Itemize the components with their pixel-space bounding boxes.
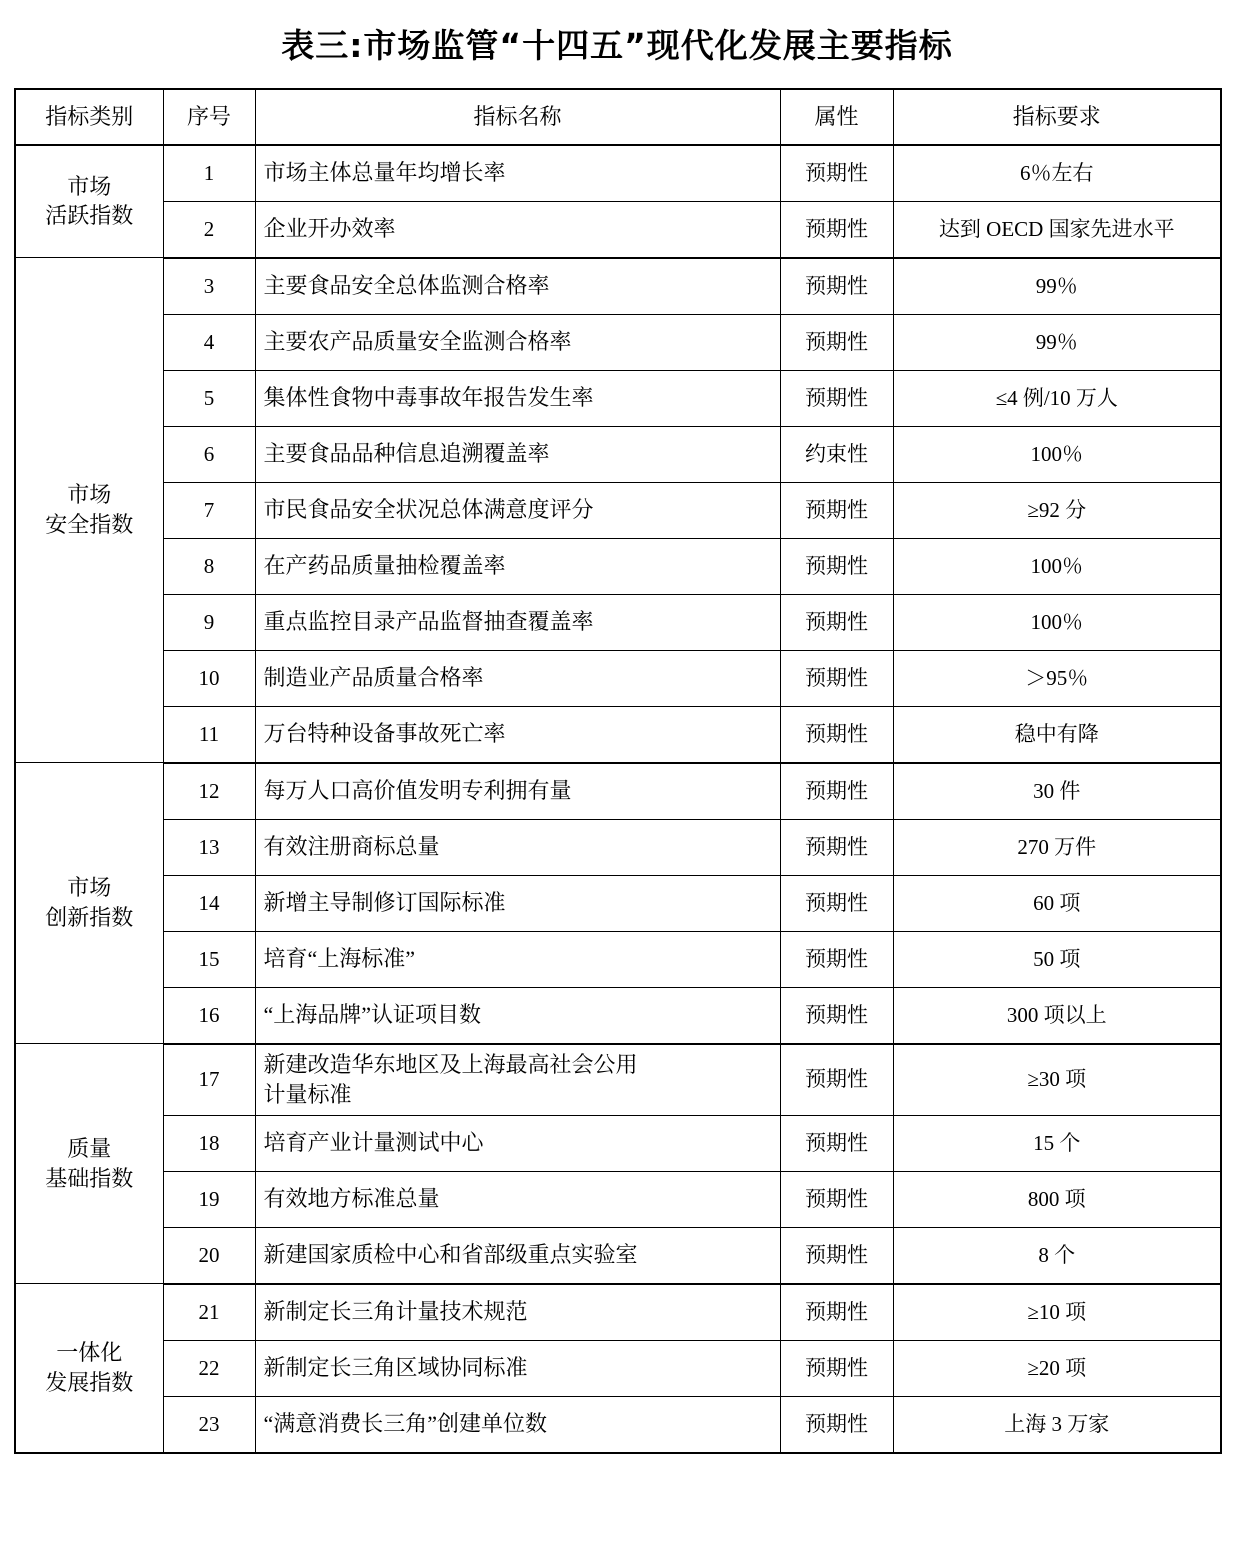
table-row [15, 1227, 1221, 1284]
column-header-requirement: 指标要求 [893, 89, 1221, 145]
requirement-cell: 8 个 [893, 1227, 1221, 1284]
requirement-cell: 6％左右 [893, 145, 1221, 202]
row-index-cell: 8 [163, 538, 255, 594]
row-index-cell: 10 [163, 650, 255, 706]
row-index-cell: 16 [163, 987, 255, 1044]
requirement-cell: ≥10 项 [893, 1284, 1221, 1341]
row-index-cell: 9 [163, 594, 255, 650]
attribute-cell: 预期性 [780, 314, 893, 370]
indicator-name-cell: 主要食品品种信息追溯覆盖率 [255, 426, 780, 482]
row-index-cell: 1 [163, 145, 255, 202]
category-label-line: 创新指数 [45, 905, 134, 931]
table-row [15, 1115, 1221, 1171]
indicator-name-cell: 万台特种设备事故死亡率 [255, 706, 780, 763]
indicator-name-cell: 新建国家质检中心和省部级重点实验室 [255, 1227, 780, 1284]
indicator-name-cell: 培育产业计量测试中心 [255, 1115, 780, 1171]
table-row [15, 987, 1221, 1044]
row-index-cell: 20 [163, 1227, 255, 1284]
table-row [15, 1284, 1221, 1341]
requirement-cell: 300 项以上 [893, 987, 1221, 1044]
column-header-index: 序号 [163, 89, 255, 145]
indicator-name-cell: 有效注册商标总量 [255, 819, 780, 875]
requirement-cell: 上海 3 万家 [893, 1396, 1221, 1453]
table-row [15, 1171, 1221, 1227]
row-index-cell: 17 [163, 1044, 255, 1116]
attribute-cell: 约束性 [780, 426, 893, 482]
table-row [15, 875, 1221, 931]
attribute-cell: 预期性 [780, 931, 893, 987]
requirement-cell: 15 个 [893, 1115, 1221, 1171]
indicator-name-cell: 在产药品质量抽检覆盖率 [255, 538, 780, 594]
indicator-name-cell: 培育“上海标准” [255, 931, 780, 987]
table-row [15, 145, 1221, 202]
requirement-cell: ≥92 分 [893, 482, 1221, 538]
row-index-cell: 13 [163, 819, 255, 875]
table-row [15, 314, 1221, 370]
indicator-name-cell: 制造业产品质量合格率 [255, 650, 780, 706]
requirement-cell: 99％ [893, 314, 1221, 370]
attribute-cell: 预期性 [780, 370, 893, 426]
indicator-name-line: 新建改造华东地区及上海最高社会公用 [263, 1051, 638, 1077]
indicator-name-cell: 有效地方标准总量 [255, 1171, 780, 1227]
row-index-cell: 11 [163, 706, 255, 763]
row-index-cell: 5 [163, 370, 255, 426]
attribute-cell: 预期性 [780, 763, 893, 820]
table-header-row [15, 89, 1221, 145]
attribute-cell: 预期性 [780, 706, 893, 763]
table-row [15, 1044, 1221, 1116]
row-index-cell: 4 [163, 314, 255, 370]
row-index-cell: 22 [163, 1340, 255, 1396]
indicator-name-cell: 企业开办效率 [255, 201, 780, 258]
row-index-cell: 2 [163, 201, 255, 258]
indicator-name-cell [255, 1044, 780, 1116]
requirement-cell: ≥30 项 [893, 1044, 1221, 1116]
indicator-name-cell: 市民食品安全状况总体满意度评分 [255, 482, 780, 538]
category-label-line: 市场 [67, 482, 112, 508]
table-row [15, 763, 1221, 820]
row-index-cell: 14 [163, 875, 255, 931]
attribute-cell: 预期性 [780, 1115, 893, 1171]
indicator-name-cell: 重点监控目录产品监督抽查覆盖率 [255, 594, 780, 650]
attribute-cell: 预期性 [780, 594, 893, 650]
indicator-name-cell: 主要食品安全总体监测合格率 [255, 258, 780, 315]
row-index-cell: 15 [163, 931, 255, 987]
row-index-cell: 7 [163, 482, 255, 538]
table-row [15, 819, 1221, 875]
indicator-name-cell: 集体性食物中毒事故年报告发生率 [255, 370, 780, 426]
table-row [15, 706, 1221, 763]
category-label-line: 市场 [67, 875, 112, 901]
requirement-cell: 100％ [893, 594, 1221, 650]
indicator-name-cell: “满意消费长三角”创建单位数 [255, 1396, 780, 1453]
row-index-cell: 18 [163, 1115, 255, 1171]
row-index-cell: 21 [163, 1284, 255, 1341]
attribute-cell: 预期性 [780, 819, 893, 875]
indicator-name-cell: 新制定长三角区域协同标准 [255, 1340, 780, 1396]
indicator-name-cell: 每万人口高价值发明专利拥有量 [255, 763, 780, 820]
table-row [15, 931, 1221, 987]
column-header-name: 指标名称 [255, 89, 780, 145]
category-label-line: 发展指数 [45, 1369, 134, 1395]
requirement-cell: 800 项 [893, 1171, 1221, 1227]
category-label-line: 基础指数 [45, 1165, 134, 1191]
requirement-cell: 100％ [893, 538, 1221, 594]
attribute-cell: 预期性 [780, 145, 893, 202]
row-index-cell: 6 [163, 426, 255, 482]
indicator-name-cell: “上海品牌”认证项目数 [255, 987, 780, 1044]
indicator-name-cell: 主要农产品质量安全监测合格率 [255, 314, 780, 370]
attribute-cell: 预期性 [780, 1340, 893, 1396]
table-header [15, 89, 1221, 145]
requirement-cell: ≥20 项 [893, 1340, 1221, 1396]
row-index-cell: 19 [163, 1171, 255, 1227]
requirement-cell: ≤4 例/10 万人 [893, 370, 1221, 426]
attribute-cell: 预期性 [780, 987, 893, 1044]
requirement-cell: 99％ [893, 258, 1221, 315]
attribute-cell: 预期性 [780, 1171, 893, 1227]
requirement-cell: ＞95％ [893, 650, 1221, 706]
requirement-cell: 60 项 [893, 875, 1221, 931]
attribute-cell: 预期性 [780, 875, 893, 931]
requirement-cell: 100％ [893, 426, 1221, 482]
requirement-cell: 达到 OECD 国家先进水平 [893, 201, 1221, 258]
category-cell [15, 258, 163, 763]
attribute-cell: 预期性 [780, 258, 893, 315]
page-title: 表三:市场监管“十四五”现代化发展主要指标 [281, 26, 953, 65]
requirement-cell: 30 件 [893, 763, 1221, 820]
requirement-cell: 稳中有降 [893, 706, 1221, 763]
category-label-line: 一体化 [56, 1340, 123, 1366]
table-row [15, 201, 1221, 258]
requirement-cell: 270 万件 [893, 819, 1221, 875]
indicator-table [14, 88, 1222, 1454]
table-row [15, 650, 1221, 706]
category-cell [15, 763, 163, 1044]
row-index-cell: 3 [163, 258, 255, 315]
attribute-cell: 预期性 [780, 650, 893, 706]
attribute-cell: 预期性 [780, 482, 893, 538]
category-cell [15, 1044, 163, 1284]
category-label-line: 活跃指数 [45, 203, 134, 229]
table-body [15, 145, 1221, 1453]
table-row [15, 426, 1221, 482]
row-index-cell: 12 [163, 763, 255, 820]
table-row [15, 258, 1221, 315]
table-row [15, 482, 1221, 538]
row-index-cell: 23 [163, 1396, 255, 1453]
indicator-name-cell: 市场主体总量年均增长率 [255, 145, 780, 202]
attribute-cell: 预期性 [780, 1044, 893, 1116]
column-header-attribute: 属性 [780, 89, 893, 145]
category-cell [15, 1284, 163, 1453]
category-cell [15, 145, 163, 258]
indicator-name-cell: 新制定长三角计量技术规范 [255, 1284, 780, 1341]
table-row [15, 594, 1221, 650]
category-label-line: 安全指数 [45, 512, 134, 538]
attribute-cell: 预期性 [780, 201, 893, 258]
table-row [15, 538, 1221, 594]
attribute-cell: 预期性 [780, 538, 893, 594]
category-label-line: 质量 [67, 1135, 112, 1161]
requirement-cell: 50 项 [893, 931, 1221, 987]
table-row [15, 1340, 1221, 1396]
indicator-name-line: 计量标准 [263, 1081, 352, 1107]
attribute-cell: 预期性 [780, 1227, 893, 1284]
indicator-name-cell: 新增主导制修订国际标准 [255, 875, 780, 931]
table-row [15, 370, 1221, 426]
attribute-cell: 预期性 [780, 1396, 893, 1453]
table-row [15, 1396, 1221, 1453]
column-header-category: 指标类别 [15, 89, 163, 145]
attribute-cell: 预期性 [780, 1284, 893, 1341]
category-label-line: 市场 [67, 173, 112, 199]
